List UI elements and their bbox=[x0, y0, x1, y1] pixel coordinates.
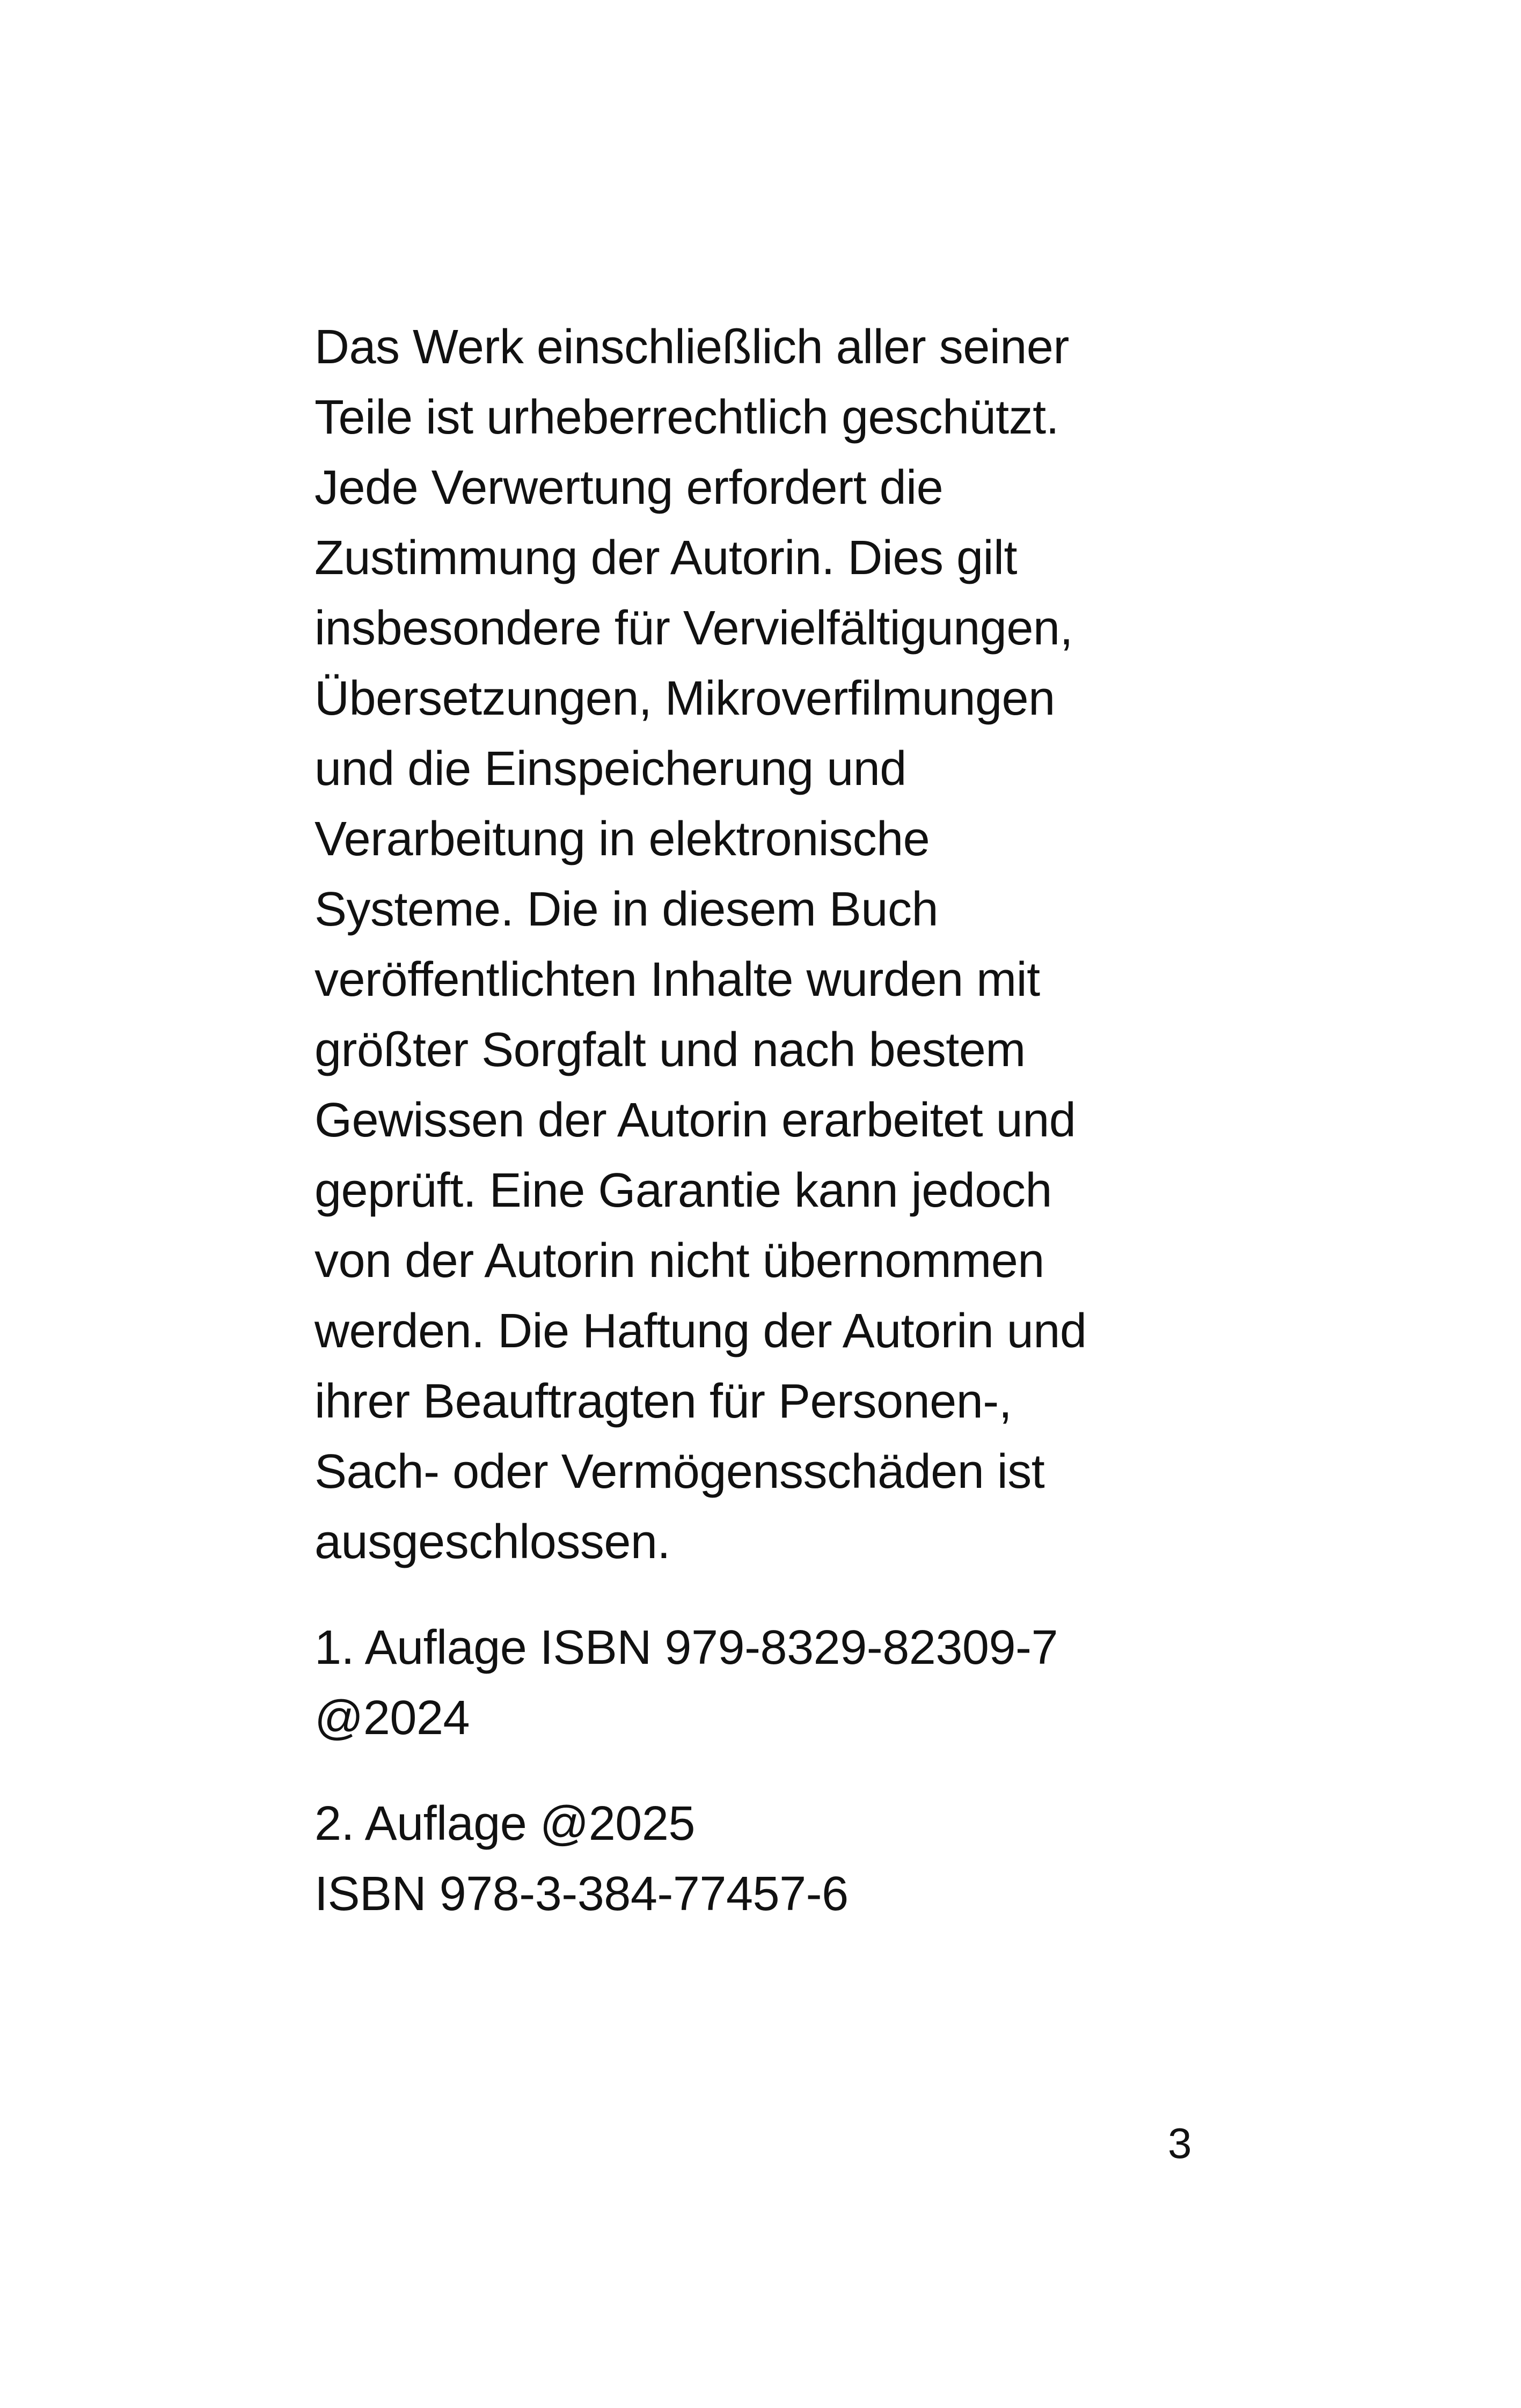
copyright-line: Verarbeitung in elektronische bbox=[315, 812, 930, 866]
copyright-line: Übersetzungen, Mikroverfilmungen bbox=[315, 672, 1055, 725]
copyright-line: Sach- oder Vermögensschäden ist bbox=[315, 1445, 1045, 1499]
copyright-line: größter Sorgfalt und nach bestem bbox=[315, 1023, 1026, 1077]
second-edition-year: 2. Auflage @2025 bbox=[315, 1797, 695, 1851]
first-edition-year: @2024 bbox=[315, 1691, 470, 1745]
copyright-line: und die Einspeicherung und bbox=[315, 742, 906, 796]
copyright-line: Zustimmung der Autorin. Dies gilt bbox=[315, 531, 1018, 585]
copyright-line: von der Autorin nicht übernommen bbox=[315, 1234, 1044, 1288]
paragraph-gap bbox=[315, 1577, 1227, 1613]
copyright-notice bbox=[315, 312, 1227, 1929]
first-edition-isbn: 1. Auflage ISBN 979-8329-82309-7 bbox=[315, 1621, 1058, 1675]
copyright-line: geprüft. Eine Garantie kann jedoch bbox=[315, 1164, 1052, 1217]
second-edition-isbn: ISBN 978-3-384-77457-6 bbox=[315, 1867, 849, 1921]
copyright-line: Teile ist urheberrechtlich geschützt. bbox=[315, 391, 1059, 444]
copyright-line: Gewissen der Autorin erarbeitet und bbox=[315, 1093, 1076, 1147]
copyright-line: veröffentlichten Inhalte wurden mit bbox=[315, 953, 1040, 1007]
paragraph-gap bbox=[315, 1753, 1227, 1789]
copyright-line: Das Werk einschließlich aller seiner bbox=[315, 320, 1069, 374]
page-number: 3 bbox=[1168, 2119, 1192, 2167]
copyright-line: Jede Verwertung erfordert die bbox=[315, 461, 944, 515]
copyright-line: ihrer Beauftragten für Personen-, bbox=[315, 1375, 1012, 1428]
copyright-line: ausgeschlossen. bbox=[315, 1515, 670, 1569]
copyright-line: werden. Die Haftung der Autorin und bbox=[315, 1304, 1087, 1358]
copyright-line: Systeme. Die in diesem Buch bbox=[315, 883, 938, 936]
copyright-line: insbesondere für Vervielfältigungen, bbox=[315, 601, 1073, 655]
